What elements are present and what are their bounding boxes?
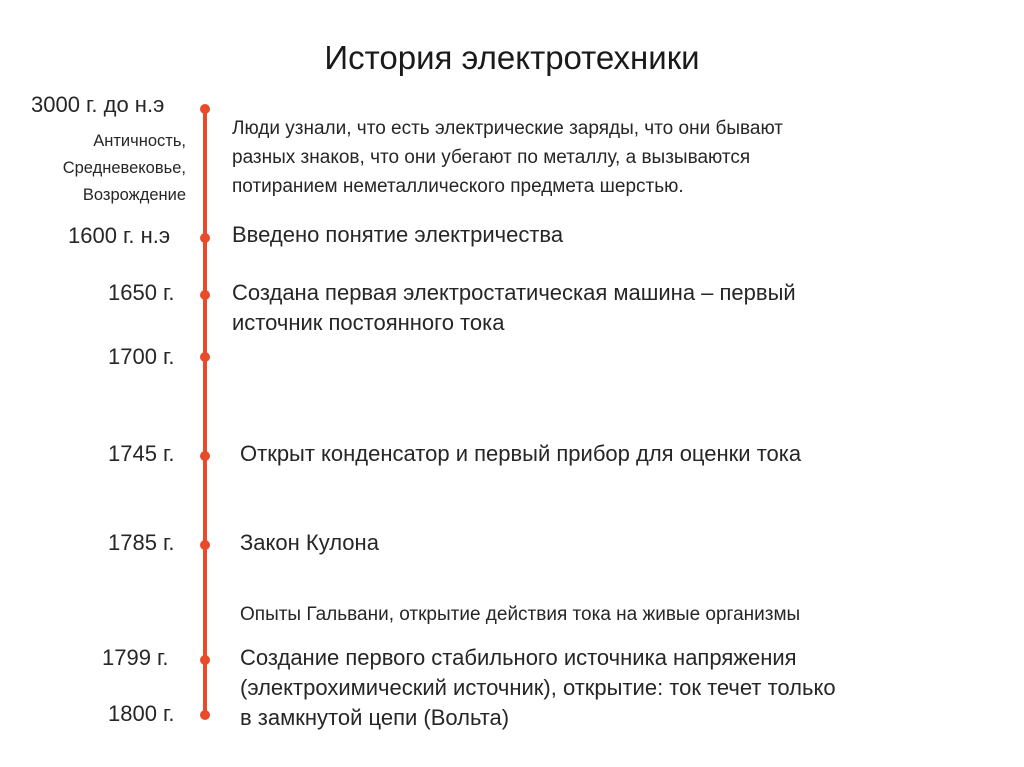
event-volta xyxy=(240,643,836,733)
page-title: История электротехники xyxy=(324,39,700,76)
era-label xyxy=(63,128,186,209)
event-electrostatic-machine xyxy=(232,278,796,338)
timeline-axis xyxy=(203,106,207,717)
event-line: в замкнутой цепи (Вольта) xyxy=(240,705,510,730)
timeline-dot-1800 xyxy=(200,710,210,720)
event-charges xyxy=(232,114,783,201)
timeline-dot-1785 xyxy=(200,540,210,550)
timeline-dot-3000bc xyxy=(200,104,210,114)
timeline-dot-1600 xyxy=(200,233,210,243)
event-coulomb: Закон Кулона xyxy=(240,530,379,555)
date-1785: 1785 г. xyxy=(108,530,175,555)
event-line: источник постоянного тока xyxy=(232,310,505,335)
date-1650: 1650 г. xyxy=(108,280,175,305)
timeline-dot-1799 xyxy=(200,655,210,665)
event-electricity-concept: Введено понятие электричества xyxy=(232,222,564,247)
timeline-dot-1745 xyxy=(200,451,210,461)
date-1700: 1700 г. xyxy=(108,344,175,369)
event-line: (электрохимический источник), открытие: ток течет только xyxy=(240,675,836,700)
event-line: разных знаков, что они убегают по металлу, а вызываются xyxy=(232,147,751,168)
timeline-dot-1650 xyxy=(200,290,210,300)
date-1799: 1799 г. xyxy=(102,645,169,670)
event-capacitor: Открыт конденсатор и первый прибор для оценки тока xyxy=(240,441,802,466)
date-3000bc: 3000 г. до н.э xyxy=(31,92,165,117)
era-label-line: Античность, xyxy=(93,132,186,150)
date-1800: 1800 г. xyxy=(108,701,175,726)
timeline-dot-1700 xyxy=(200,352,210,362)
event-line: Создание первого стабильного источника напряжения xyxy=(240,645,797,670)
date-1745: 1745 г. xyxy=(108,441,175,466)
era-label-line: Средневековье, xyxy=(62,159,186,177)
event-galvani: Опыты Гальвани, открытие действия тока на живые организмы xyxy=(240,604,801,625)
event-line: Создана первая электростатическая машина – первый xyxy=(232,280,796,305)
era-label-line: Возрождение xyxy=(82,186,186,204)
event-line: потиранием неметаллического предмета шерстью. xyxy=(232,176,684,197)
date-1600: 1600 г. н.э xyxy=(68,223,171,248)
event-line: Люди узнали, что есть электрические заряды, что они бывают xyxy=(232,118,783,139)
